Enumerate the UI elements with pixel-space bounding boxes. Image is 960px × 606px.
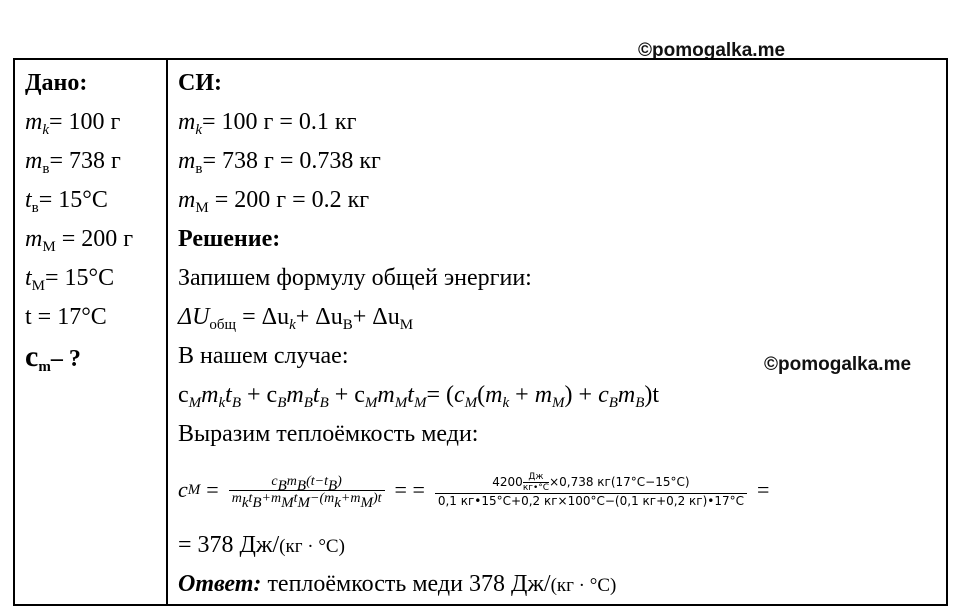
solution-column bbox=[167, 59, 947, 605]
si-row-mv: $m_в= 738$ г = 0.738 кг bbox=[178, 148, 381, 177]
given-unknown: $c_m-$ ? bbox=[25, 340, 81, 375]
energy-formula: $\Delta U_{общ} = \Delta u_k+ \Delta u_В+ \Delta u_М$ bbox=[178, 304, 414, 333]
answer-line: Ответ: теплоёмкость меди 378 Дж/(кг · °С) bbox=[178, 571, 617, 597]
symbolic-fraction: $\frac{c_Bm_B(t-t_B)}{m_kt_B+m_Mt_M-(m_k+m_M)t}$ bbox=[229, 474, 385, 507]
heat-balance-equation: $c_Mm_kt_B + c_Bm_Bt_B + c_Mm_Mt_M= (c_M(m_k + m_M) + c_Bm_B)t$ bbox=[178, 382, 660, 411]
solution-line-3: Выразим теплоёмкость меди: bbox=[178, 421, 479, 447]
given-heading: Дано: bbox=[25, 70, 88, 96]
copper-heat-capacity-formula: c M = $\frac{c_Bm_B(t-t_B)}{m_kt_B+m_Mt_M-(m_k+m_M)t}$ = = 4200 Дж кг•°С ×0,738 кг(17°С−15°С) 0,1 кг•15°С+0,2 кг×100°С−(0,1 кг+0,2 кг)•17°С = bbox=[178, 472, 770, 511]
given-row-tm: $t_М= 15^\circ C$ bbox=[25, 265, 115, 294]
given-row-tv: $t_в= 15^\circ C$ bbox=[25, 187, 108, 216]
given-row-mk: $m_k= 100$ г bbox=[25, 109, 121, 138]
watermark-middle: ©pomogalka.me bbox=[764, 354, 912, 375]
si-row-mm: $m_М = 200$ г = 0.2 кг bbox=[178, 187, 370, 216]
given-row-t: t = 17°C bbox=[25, 304, 107, 330]
watermark-top: ©pomogalka.me bbox=[638, 40, 786, 61]
result-line: = 378 Дж/(кг · °С) bbox=[178, 532, 345, 558]
given-row-mm: $m_М = 200$ г bbox=[25, 226, 134, 255]
problem-table bbox=[13, 58, 948, 606]
given-row-mv: $m_в= 738$ г bbox=[25, 148, 121, 177]
given-column bbox=[14, 59, 167, 605]
numeric-fraction: 4200 Дж кг•°С ×0,738 кг(17°С−15°С) 0,1 кг•15°С+0,2 кг×100°С−(0,1 кг+0,2 кг)•17°С bbox=[435, 472, 747, 508]
solution-heading: Решение: bbox=[178, 226, 281, 252]
si-row-mk: $m_k= 100$ г = 0.1 кг bbox=[178, 109, 357, 138]
solution-line-2: В нашем случае: bbox=[178, 343, 349, 369]
solution-line-1: Запишем формулу общей энергии: bbox=[178, 265, 532, 291]
si-heading: СИ: bbox=[178, 70, 222, 96]
